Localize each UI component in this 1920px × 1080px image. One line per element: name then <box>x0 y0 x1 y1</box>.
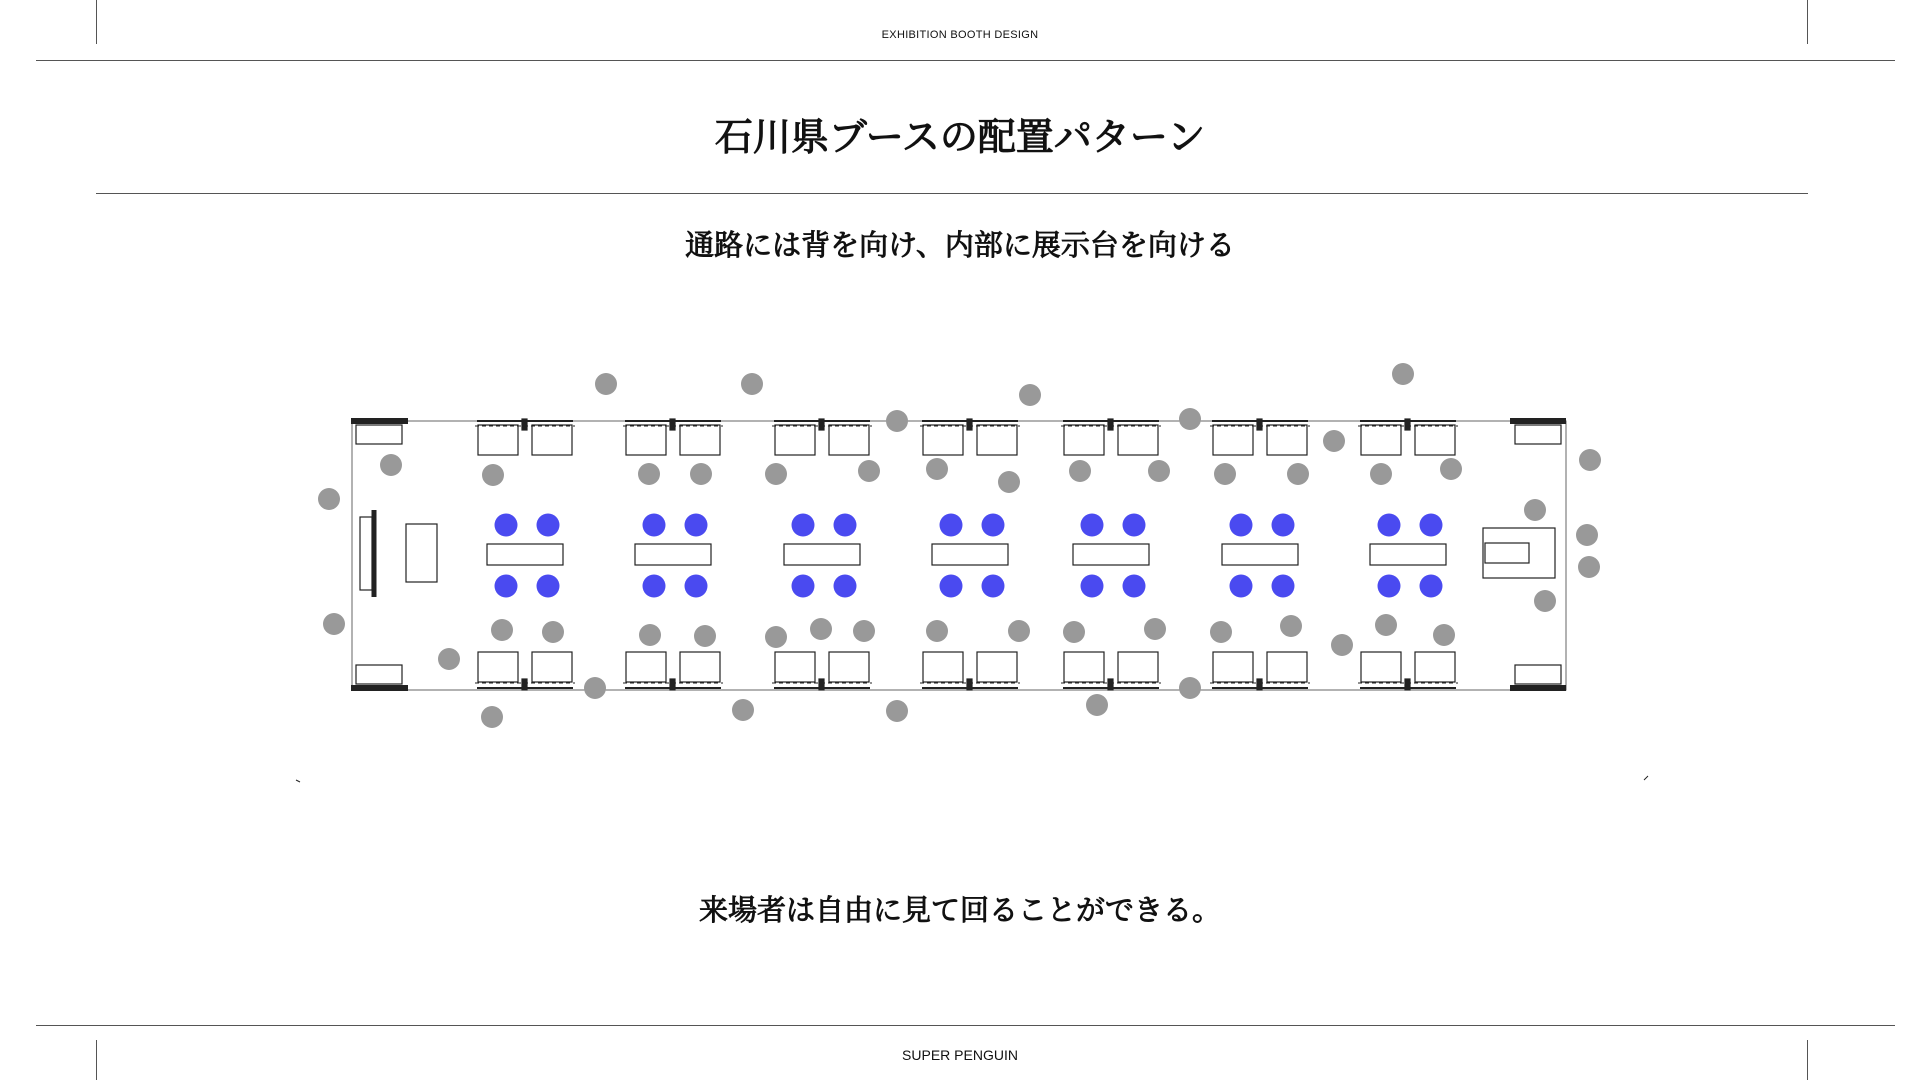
visitor-dot <box>810 618 832 640</box>
visitor-dot <box>1179 677 1201 699</box>
booth-unit-7-staff-dot <box>1420 575 1443 598</box>
booth-unit-5-display-bottom-left <box>1064 652 1104 682</box>
booth-unit-3-staff-dot <box>834 575 857 598</box>
booth-unit-3-display-bottom-left <box>775 652 815 682</box>
booth-unit-6-staff-dot <box>1272 514 1295 537</box>
booth-unit-1-staff-dot <box>537 514 560 537</box>
booth-unit-1-bottom-post <box>522 679 527 690</box>
booth-unit-4-staff-dot <box>940 514 963 537</box>
booth-unit-4-bottom-post <box>967 679 972 690</box>
visitor-dot <box>765 626 787 648</box>
visitor-dot <box>1433 624 1455 646</box>
visitor-dot <box>1148 460 1170 482</box>
visitor-dot <box>1086 694 1108 716</box>
visitor-dot <box>886 410 908 432</box>
booth-unit-4-table <box>932 544 1008 565</box>
booth-unit-7-staff-dot <box>1420 514 1443 537</box>
visitor-dot <box>481 706 503 728</box>
booth-unit-2-bottom-post <box>670 679 675 690</box>
booth-outline <box>352 421 1566 690</box>
visitor-dot <box>542 621 564 643</box>
booth-unit-7-display-top-right <box>1415 425 1455 455</box>
end-display-panel <box>360 517 372 590</box>
visitor-dot <box>1210 621 1232 643</box>
booth-unit-3-table <box>784 544 860 565</box>
booth-unit-7-staff-dot <box>1378 514 1401 537</box>
corner-counter <box>1515 665 1561 684</box>
booth-unit-2-display-top-right <box>680 425 720 455</box>
booth-unit-7-display-bottom-right <box>1415 652 1455 682</box>
end-counter-right-inner <box>1485 543 1529 563</box>
booth-unit-5-display-top-right <box>1118 425 1158 455</box>
booth-unit-1-display-bottom-left <box>478 652 518 682</box>
booth-unit-5-display-top-left <box>1064 425 1104 455</box>
corner-counter <box>1515 425 1561 444</box>
booth-unit-1-display-top-left <box>478 425 518 455</box>
booth-unit-4-display-bottom-right <box>977 652 1017 682</box>
booth-unit-3-top-post <box>819 419 824 430</box>
visitor-dot <box>1069 460 1091 482</box>
booth-unit-4-display-bottom-left <box>923 652 963 682</box>
booth-unit-2-staff-dot <box>643 514 666 537</box>
page-title: 石川県ブースの配置パターン <box>714 115 1206 159</box>
visitor-dot <box>1375 614 1397 636</box>
visitor-dot <box>1392 363 1414 385</box>
booth-unit-6-display-bottom-left <box>1213 652 1253 682</box>
booth-unit-7-bottom-post <box>1405 679 1410 690</box>
visitor-dot <box>1323 430 1345 452</box>
visitor-dot <box>595 373 617 395</box>
booth-unit-3-bottom-post <box>819 679 824 690</box>
visitor-dot <box>998 471 1020 493</box>
visitor-dot <box>323 613 345 635</box>
visitor-dot <box>1370 463 1392 485</box>
visitor-dot <box>886 700 908 722</box>
visitor-dot <box>491 619 513 641</box>
visitor-dot <box>1578 556 1600 578</box>
visitor-dot <box>741 373 763 395</box>
booth-unit-1-display-top-right <box>532 425 572 455</box>
visitor-dot <box>853 620 875 642</box>
booth-unit-4-staff-dot <box>940 575 963 598</box>
booth-unit-2-display-bottom-left <box>626 652 666 682</box>
booth-unit-5-staff-dot <box>1123 575 1146 598</box>
visitor-dot <box>639 624 661 646</box>
booth-unit-1-staff-dot <box>495 575 518 598</box>
booth-unit-2-staff-dot <box>685 575 708 598</box>
booth-unit-3-staff-dot <box>792 575 815 598</box>
visitor-dot <box>858 460 880 482</box>
visitor-dot <box>1440 458 1462 480</box>
booth-unit-7-staff-dot <box>1378 575 1401 598</box>
visitor-dot <box>1019 384 1041 406</box>
visitor-dot <box>1576 524 1598 546</box>
booth-unit-1-staff-dot <box>495 514 518 537</box>
booth-unit-3-staff-dot <box>792 514 815 537</box>
caption-top: 通路には背を向け、内部に展示台を向ける <box>685 228 1235 262</box>
booth-unit-6-top-post <box>1257 419 1262 430</box>
booth-unit-4-display-top-right <box>977 425 1017 455</box>
booth-unit-6-staff-dot <box>1272 575 1295 598</box>
booth-unit-6-bottom-post <box>1257 679 1262 690</box>
visitor-dot <box>732 699 754 721</box>
booth-unit-5-staff-dot <box>1123 514 1146 537</box>
visitor-dot <box>1579 449 1601 471</box>
end-counter-right <box>1483 528 1555 578</box>
booth-unit-4-staff-dot <box>982 514 1005 537</box>
visitor-dot <box>765 463 787 485</box>
corner-mark-left <box>296 780 300 782</box>
visitor-dot <box>926 458 948 480</box>
booth-unit-4-display-top-left <box>923 425 963 455</box>
booth-unit-6-display-top-right <box>1267 425 1307 455</box>
booth-unit-6-staff-dot <box>1230 575 1253 598</box>
visitor-dot <box>694 625 716 647</box>
corner-counter <box>356 425 402 444</box>
visitor-dot <box>1144 618 1166 640</box>
booth-unit-2-staff-dot <box>685 514 708 537</box>
booth-unit-5-display-bottom-right <box>1118 652 1158 682</box>
booth-unit-3-display-top-right <box>829 425 869 455</box>
booth-unit-6-table <box>1222 544 1298 565</box>
booth-unit-2-staff-dot <box>643 575 666 598</box>
visitor-dot <box>584 677 606 699</box>
visitor-dot <box>318 488 340 510</box>
visitor-dot <box>638 463 660 485</box>
booth-unit-1-top-post <box>522 419 527 430</box>
corner-mark-right <box>1644 776 1648 780</box>
visitor-dot <box>1280 615 1302 637</box>
booth-unit-5-bottom-post <box>1108 679 1113 690</box>
header-label: EXHIBITION BOOTH DESIGN <box>881 29 1039 41</box>
booth-unit-7-table <box>1370 544 1446 565</box>
visitor-dot <box>1179 408 1201 430</box>
visitor-dot <box>482 464 504 486</box>
booth-unit-1-staff-dot <box>537 575 560 598</box>
visitor-dot <box>1008 620 1030 642</box>
booth-unit-6-display-bottom-right <box>1267 652 1307 682</box>
footer-label: SUPER PENGUIN <box>902 1047 1018 1063</box>
booth-unit-5-staff-dot <box>1081 514 1104 537</box>
booth-unit-7-display-bottom-left <box>1361 652 1401 682</box>
booth-unit-2-table <box>635 544 711 565</box>
booth-unit-4-top-post <box>967 419 972 430</box>
visitor-dot <box>926 620 948 642</box>
booth-unit-3-display-top-left <box>775 425 815 455</box>
booth-unit-6-staff-dot <box>1230 514 1253 537</box>
caption-bottom: 来場者は自由に見て回ることができる。 <box>698 893 1221 927</box>
booth-unit-3-staff-dot <box>834 514 857 537</box>
visitor-dot <box>1063 621 1085 643</box>
booth-unit-5-staff-dot <box>1081 575 1104 598</box>
visitor-dot <box>1534 590 1556 612</box>
booth-unit-2-display-bottom-right <box>680 652 720 682</box>
visitor-dot <box>1287 463 1309 485</box>
visitor-dot <box>438 648 460 670</box>
booth-unit-2-top-post <box>670 419 675 430</box>
booth-unit-2-display-top-left <box>626 425 666 455</box>
corner-counter <box>356 665 402 684</box>
visitor-dot <box>1331 634 1353 656</box>
booth-unit-4-staff-dot <box>982 575 1005 598</box>
visitor-dot <box>380 454 402 476</box>
visitor-dot <box>1214 463 1236 485</box>
booth-unit-7-display-top-left <box>1361 425 1401 455</box>
visitor-dot <box>1524 499 1546 521</box>
booth-unit-7-top-post <box>1405 419 1410 430</box>
visitor-dot <box>690 463 712 485</box>
booth-unit-5-top-post <box>1108 419 1113 430</box>
end-counter <box>406 524 437 582</box>
booth-unit-1-display-bottom-right <box>532 652 572 682</box>
booth-unit-6-display-top-left <box>1213 425 1253 455</box>
booth-unit-3-display-bottom-right <box>829 652 869 682</box>
booth-unit-1-table <box>487 544 563 565</box>
booth-unit-5-table <box>1073 544 1149 565</box>
